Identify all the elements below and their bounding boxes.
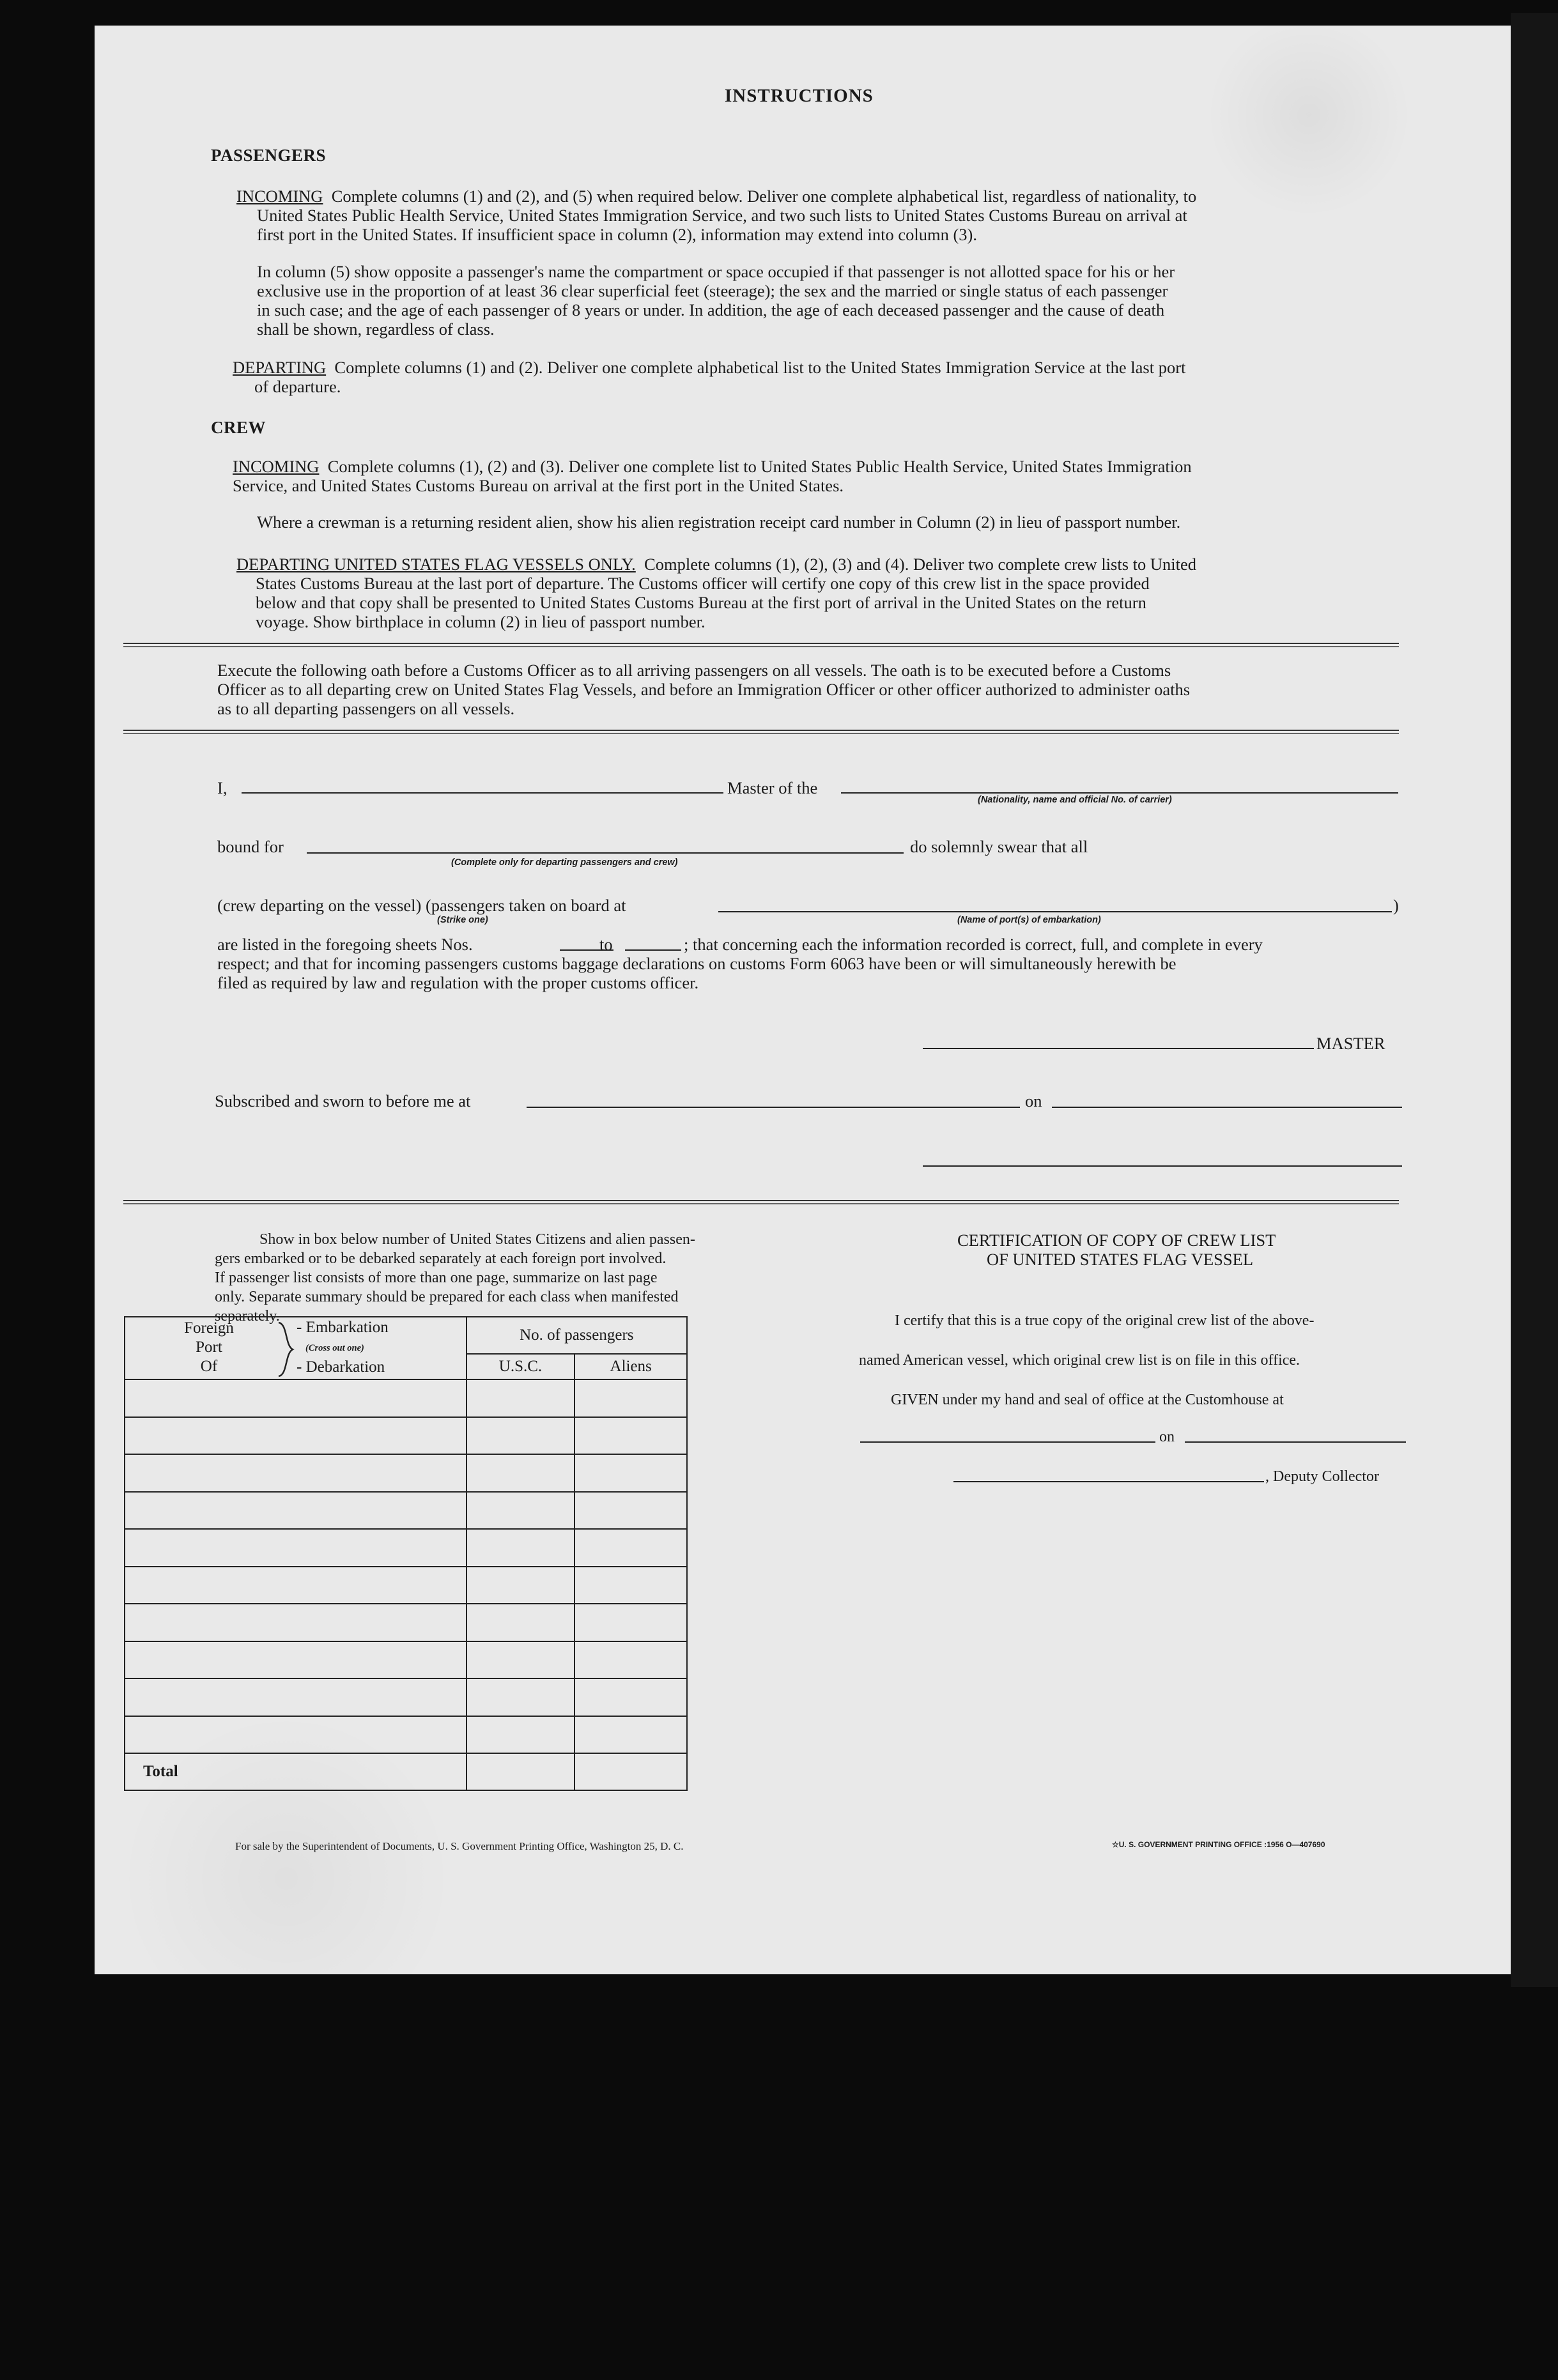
passengers-incoming-label: INCOMING bbox=[236, 187, 323, 206]
divider bbox=[123, 730, 1399, 734]
to-text: to bbox=[599, 935, 613, 954]
flag-vessels-line-4: voyage. Show birthplace in column (2) in lieu of passport number. bbox=[256, 612, 706, 631]
filed-text: filed as required by law and regulation with the proper customs officer. bbox=[217, 973, 699, 992]
divider bbox=[123, 1200, 1399, 1204]
destination-line[interactable] bbox=[307, 852, 904, 854]
port-header-cell bbox=[125, 1317, 467, 1379]
crew-incoming-label: INCOMING bbox=[233, 457, 320, 476]
aliens-header: Aliens bbox=[575, 1354, 687, 1379]
usc-cell[interactable] bbox=[467, 1641, 575, 1679]
certification-title-2: OF UNITED STATES FLAG VESSEL bbox=[987, 1250, 1253, 1269]
usc-cell[interactable] bbox=[467, 1567, 575, 1604]
port-cell[interactable] bbox=[125, 1529, 467, 1567]
passengers-departing-line-1 bbox=[233, 358, 1185, 378]
certification-p2: named American vessel, which original crew list is on file in this office. bbox=[859, 1352, 1300, 1369]
crew-heading: CREW bbox=[211, 418, 266, 437]
certification-title-1: CERTIFICATION OF COPY OF CREW LIST bbox=[957, 1231, 1276, 1250]
passengers-incoming-line-2: United States Public Health Service, United States Immigration Service, and two such lists to United States Customs Bureau on arrival at bbox=[257, 206, 1187, 225]
concerning-text: ; that concerning each the information recorded is correct, full, and complete in every bbox=[684, 935, 1263, 954]
num-passengers-header: No. of passengers bbox=[467, 1317, 687, 1354]
crew-departing-text: (crew departing on the vessel) (passengers taken on board at bbox=[217, 896, 626, 915]
master-name-line[interactable] bbox=[242, 792, 723, 794]
oath-note-line-1: Execute the following oath before a Customs Officer as to all arriving passengers on all vessels. The oath is to be executed before a Customs bbox=[217, 661, 1171, 680]
flag-vessels-line-3: below and that copy shall be presented to United States Customs Bureau at the first port of arrival in the United States on the return bbox=[256, 593, 1146, 612]
foreign-label: Foreign bbox=[184, 1319, 234, 1337]
of-label: Of bbox=[200, 1358, 218, 1375]
aliens-cell[interactable] bbox=[575, 1641, 687, 1679]
resident-alien-note: Where a crewman is a returning resident alien, show his alien registration receipt card number in Column (2) in lieu of passport number. bbox=[257, 512, 1181, 532]
respect-text: respect; and that for incoming passengers customs baggage declarations on customs Form 6063 have been or will simultaneously herewith be bbox=[217, 954, 1176, 973]
sworn-at-line[interactable] bbox=[527, 1107, 1020, 1108]
strike-hint: (Strike one) bbox=[437, 915, 488, 925]
passengers-heading: PASSENGERS bbox=[211, 146, 327, 165]
table-row bbox=[125, 1604, 687, 1641]
table-row bbox=[125, 1567, 687, 1604]
port-cell[interactable] bbox=[125, 1567, 467, 1604]
aliens-cell[interactable] bbox=[575, 1492, 687, 1530]
certification-on: on bbox=[1159, 1429, 1175, 1445]
passenger-summary-table bbox=[124, 1316, 688, 1791]
cross-out-hint: (Cross out one) bbox=[305, 1343, 364, 1353]
passengers-departing-text: Complete columns (1) and (2). Deliver one complete alphabetical list to the United States Immigration Service at the last port bbox=[334, 358, 1186, 377]
brace-icon bbox=[274, 1320, 299, 1379]
oath-note-line-2: Officer as to all departing crew on United States Flag Vessels, and before an Immigration Officer or other officer authorized to administer oaths bbox=[217, 680, 1191, 699]
column5-line-3: in such case; and the age of each passenger of 8 years or under. In addition, the age of each deceased passenger and the cause of death bbox=[257, 300, 1165, 319]
crew-incoming-line-1 bbox=[233, 457, 1192, 477]
certification-p3: GIVEN under my hand and seal of office at the Customhouse at bbox=[891, 1392, 1284, 1408]
port-cell[interactable] bbox=[125, 1454, 467, 1492]
port-cell[interactable] bbox=[125, 1379, 467, 1417]
port-cell[interactable] bbox=[125, 1604, 467, 1641]
crew-incoming-line-2: Service, and United States Customs Bureau on arrival at the first port in the United States. bbox=[233, 476, 844, 495]
table-row bbox=[125, 1492, 687, 1530]
table-row bbox=[125, 1529, 687, 1567]
usc-cell[interactable] bbox=[467, 1492, 575, 1530]
port-hint: (Name of port(s) of embarkation) bbox=[957, 915, 1101, 925]
certification-date-line[interactable] bbox=[1185, 1441, 1406, 1443]
customhouse-line[interactable] bbox=[860, 1441, 1155, 1443]
on-text: on bbox=[1025, 1091, 1042, 1110]
port-cell[interactable] bbox=[125, 1492, 467, 1530]
divider bbox=[123, 643, 1399, 647]
sale-notice: For sale by the Superintendent of Documents, U. S. Government Printing Office, Washington 25, D. C. bbox=[235, 1840, 684, 1852]
certification-p1: I certify that this is a true copy of the original crew list of the above- bbox=[895, 1312, 1315, 1329]
passengers-incoming-line-3: first port in the United States. If insufficient space in column (2), information may extend into column (3). bbox=[257, 225, 977, 244]
usc-cell[interactable] bbox=[467, 1417, 575, 1455]
master-label: MASTER bbox=[1316, 1034, 1385, 1053]
summary-line-4: only. Separate summary should be prepared for each class when manifested bbox=[215, 1289, 679, 1305]
summary-line-2: gers embarked or to be debarked separately at each foreign port involved. bbox=[215, 1250, 667, 1267]
table-row bbox=[125, 1417, 687, 1455]
port-label: Port bbox=[196, 1339, 222, 1356]
debarkation-label: - Debarkation bbox=[297, 1358, 385, 1376]
close-paren: ) bbox=[1393, 896, 1399, 915]
flag-vessels-label: DEPARTING UNITED STATES FLAG VESSELS ONLY. bbox=[236, 555, 636, 574]
port-embarkation-line[interactable] bbox=[718, 911, 1392, 912]
embarkation-label: - Embarkation bbox=[297, 1319, 389, 1336]
usc-cell[interactable] bbox=[467, 1379, 575, 1417]
port-cell[interactable] bbox=[125, 1417, 467, 1455]
flag-vessels-line-2: States Customs Bureau at the last port of departure. The Customs officer will certify one copy of this crew list in the space provided bbox=[256, 574, 1150, 593]
table-row bbox=[125, 1379, 687, 1417]
master-of-the: Master of the bbox=[727, 778, 818, 797]
carrier-line[interactable] bbox=[841, 792, 1398, 794]
usc-cell[interactable] bbox=[467, 1454, 575, 1492]
oath-i: I, bbox=[217, 778, 228, 797]
aliens-cell[interactable] bbox=[575, 1716, 687, 1754]
passengers-departing-label: DEPARTING bbox=[233, 358, 327, 377]
officer-signature-line[interactable] bbox=[923, 1165, 1402, 1167]
gpo-imprint: ☆U. S. GOVERNMENT PRINTING OFFICE :1956 O—407690 bbox=[1112, 1840, 1325, 1849]
sheet-to-line[interactable] bbox=[625, 949, 681, 951]
summary-line-1: Show in box below number of United States Citizens and alien passen- bbox=[259, 1231, 695, 1248]
flag-vessels-line-1 bbox=[236, 555, 1196, 574]
flag-vessels-text: Complete columns (1), (2), (3) and (4). Deliver two complete crew lists to United bbox=[644, 555, 1197, 574]
summary-line-5: separately. bbox=[215, 1308, 280, 1324]
deputy-collector-label: , Deputy Collector bbox=[1265, 1468, 1379, 1485]
column5-line-1: In column (5) show opposite a passenger's name the compartment or space occupied if that passenger is not allotted space for his or her bbox=[257, 262, 1175, 281]
oath-note-line-3: as to all departing passengers on all vessels. bbox=[217, 699, 515, 718]
port-cell[interactable] bbox=[125, 1716, 467, 1754]
crew-incoming-text: Complete columns (1), (2) and (3). Deliver one complete list to United States Public Health Service, United States Immigration bbox=[327, 457, 1192, 476]
nationality-hint: (Nationality, name and official No. of carrier) bbox=[978, 795, 1172, 805]
total-aliens-cell[interactable] bbox=[575, 1753, 687, 1790]
passengers-departing-line-2: of departure. bbox=[254, 377, 341, 396]
usc-cell[interactable] bbox=[467, 1678, 575, 1716]
master-signature-line[interactable] bbox=[923, 1048, 1314, 1049]
aliens-cell[interactable] bbox=[575, 1417, 687, 1455]
aliens-cell[interactable] bbox=[575, 1454, 687, 1492]
aliens-cell[interactable] bbox=[575, 1604, 687, 1641]
total-usc-cell[interactable] bbox=[467, 1753, 575, 1790]
port-cell[interactable] bbox=[125, 1678, 467, 1716]
aliens-cell[interactable] bbox=[575, 1567, 687, 1604]
passengers-incoming-line-1 bbox=[236, 187, 1196, 206]
column5-line-2: exclusive use in the proportion of at least 36 clear superficial feet (steerage); the sex and the married or single status of each passenger bbox=[257, 281, 1168, 300]
subscribed-text: Subscribed and sworn to before me at bbox=[215, 1091, 471, 1110]
passengers-incoming-text: Complete columns (1) and (2), and (5) when required below. Deliver one complete alphabetical list, regardless of nationality, to bbox=[331, 187, 1197, 206]
total-label: Total bbox=[125, 1753, 467, 1790]
usc-header: U.S.C. bbox=[467, 1354, 575, 1379]
bound-for: bound for bbox=[217, 837, 284, 856]
swear-text: do solemnly swear that all bbox=[910, 837, 1088, 856]
column5-line-4: shall be shown, regardless of class. bbox=[257, 319, 495, 339]
table-row bbox=[125, 1678, 687, 1716]
film-edge bbox=[1511, 13, 1558, 1987]
page-title: INSTRUCTIONS bbox=[725, 86, 874, 106]
port-cell[interactable] bbox=[125, 1641, 467, 1679]
table-row bbox=[125, 1641, 687, 1679]
aliens-cell[interactable] bbox=[575, 1379, 687, 1417]
usc-cell[interactable] bbox=[467, 1716, 575, 1754]
aliens-cell[interactable] bbox=[575, 1678, 687, 1716]
listed-text: are listed in the foregoing sheets Nos. bbox=[217, 935, 473, 954]
aliens-cell[interactable] bbox=[575, 1529, 687, 1567]
table-row bbox=[125, 1716, 687, 1754]
sworn-date-line[interactable] bbox=[1052, 1107, 1402, 1108]
complete-hint: (Complete only for departing passengers and crew) bbox=[451, 857, 678, 868]
summary-line-3: If passenger list consists of more than one page, summarize on last page bbox=[215, 1270, 658, 1286]
usc-cell[interactable] bbox=[467, 1604, 575, 1641]
table-row bbox=[125, 1454, 687, 1492]
usc-cell[interactable] bbox=[467, 1529, 575, 1567]
deputy-signature-line[interactable] bbox=[953, 1481, 1264, 1482]
